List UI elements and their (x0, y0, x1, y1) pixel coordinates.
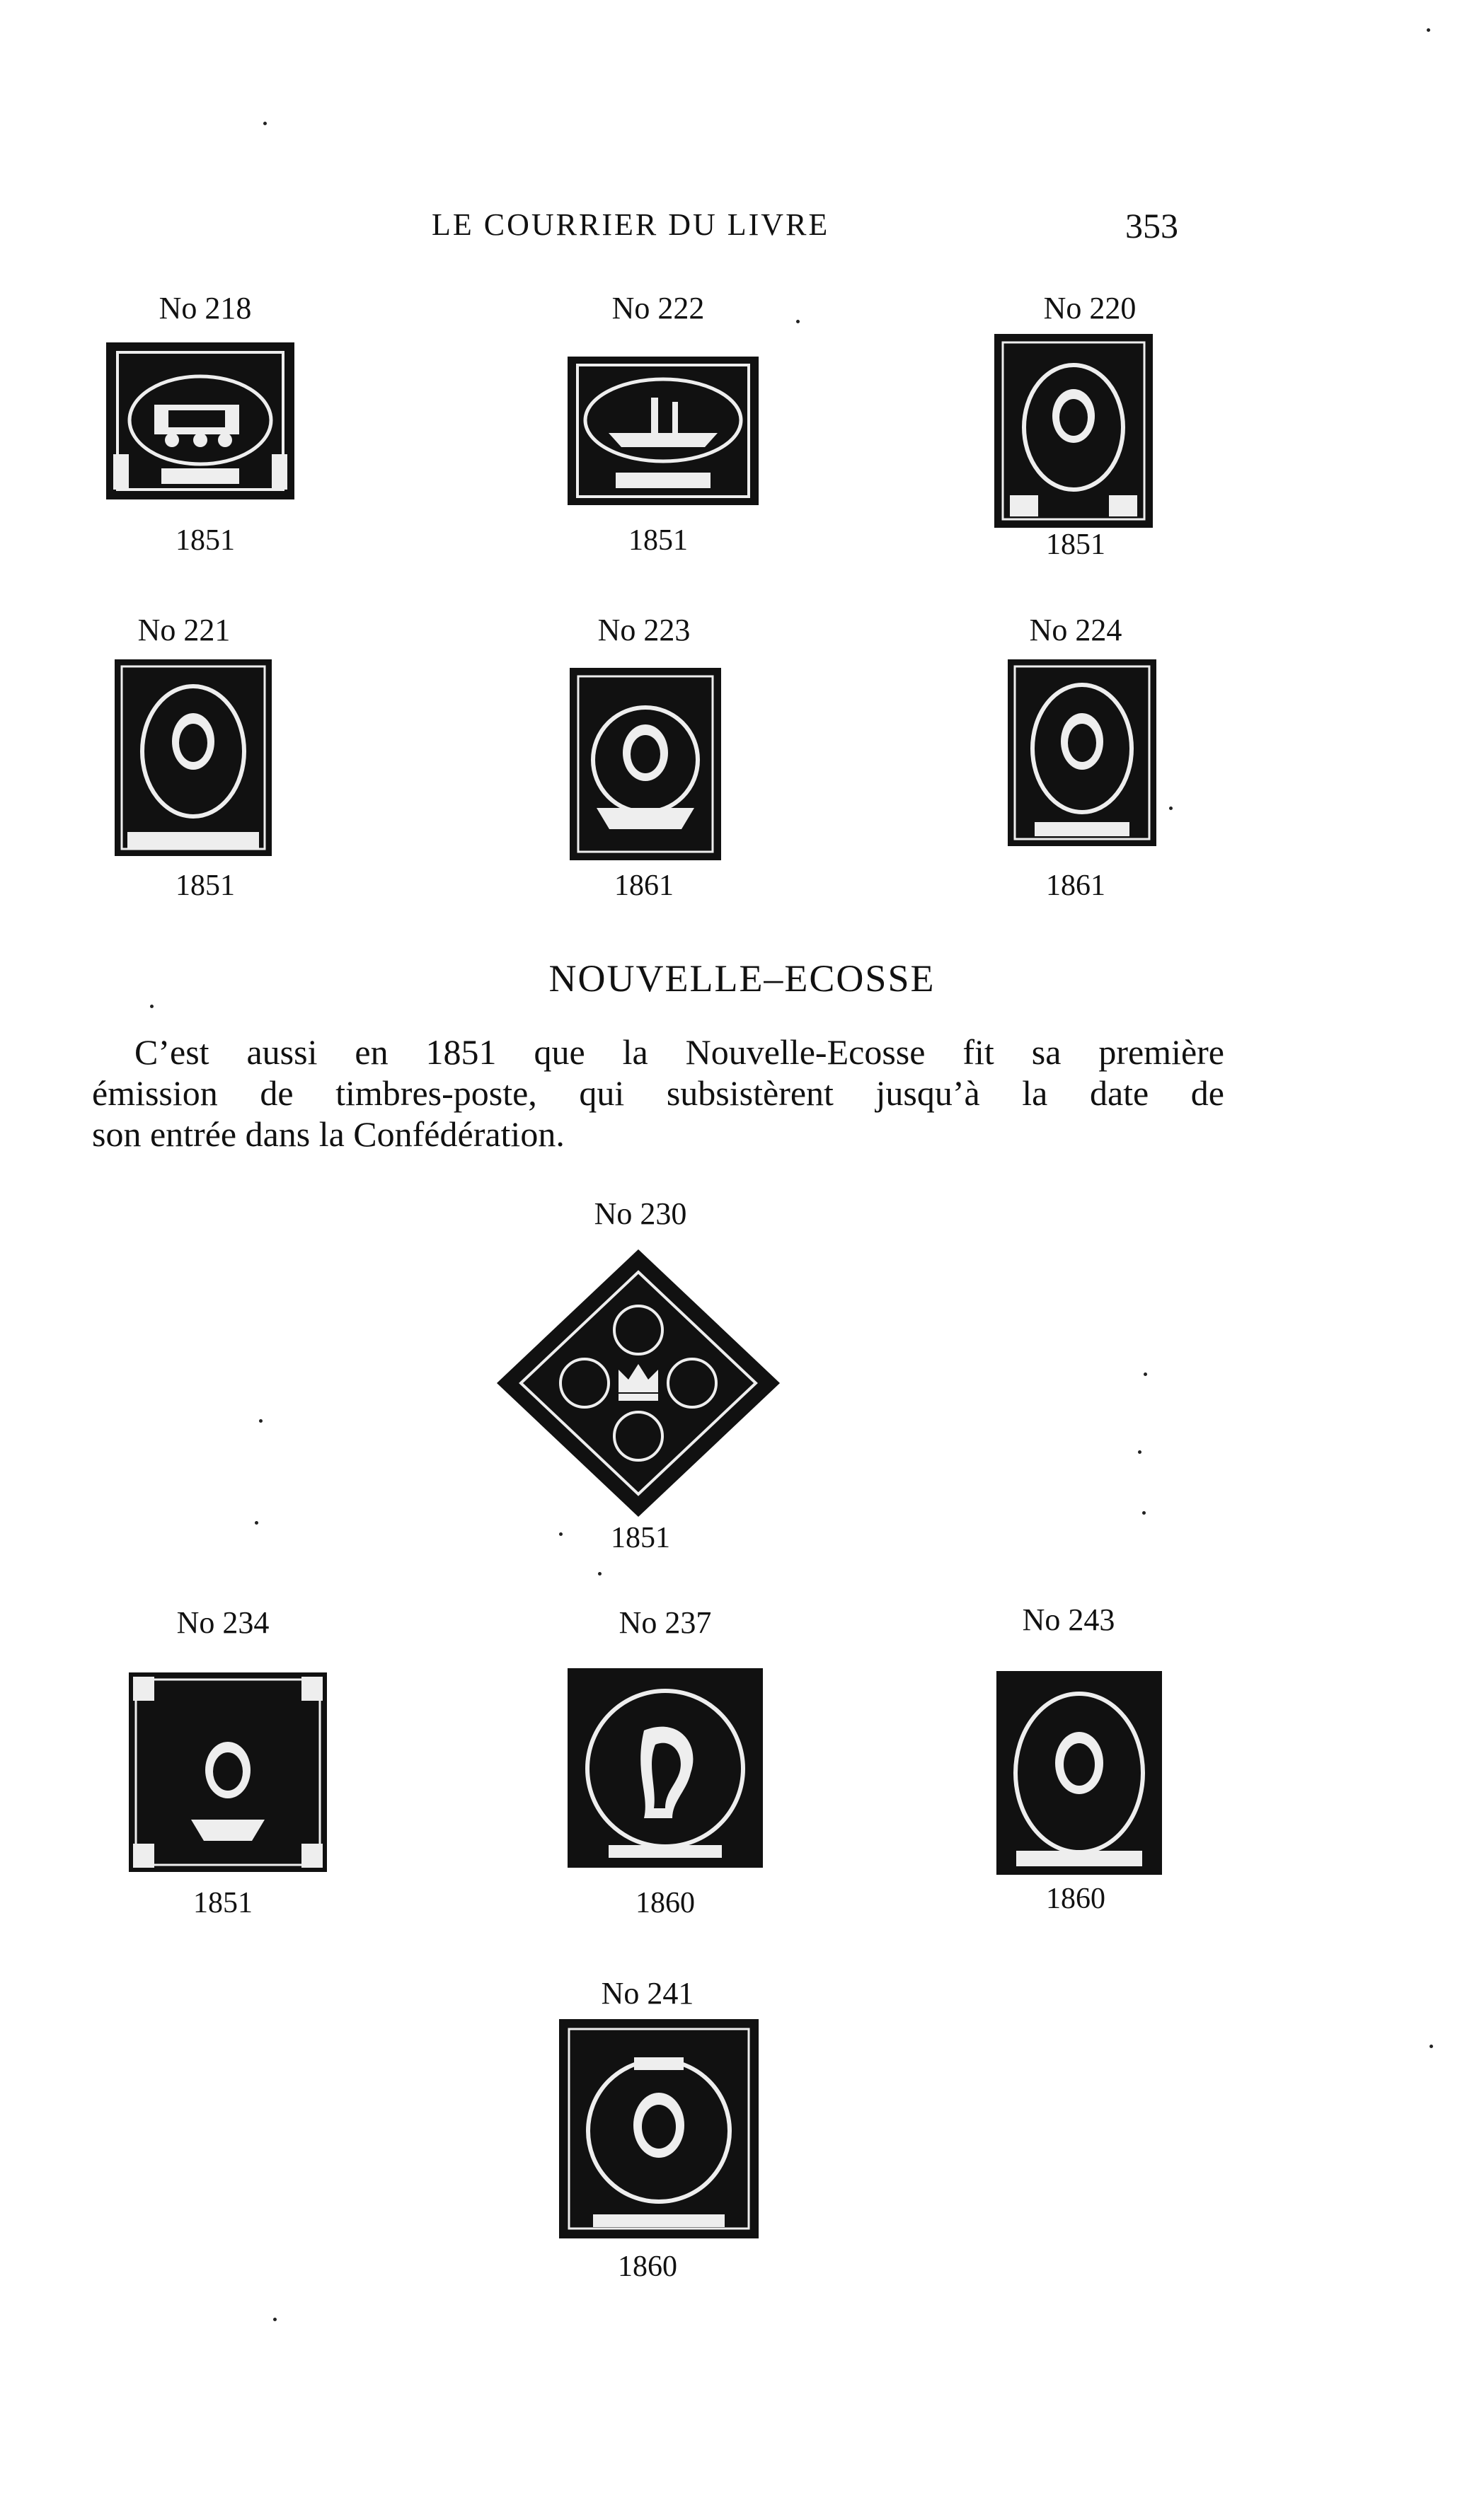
scan-speck (1427, 28, 1430, 32)
paragraph-line: C’est aussi en 1851 que la Nouvelle-Ecosse fit sa première (134, 1032, 1224, 1072)
stamp-number: No 222 (611, 291, 705, 325)
stamp-year: 1861 (1046, 869, 1105, 902)
stamp-image-portrait (113, 658, 273, 857)
stamp-image-portrait (568, 666, 723, 862)
body-paragraph (92, 1031, 1224, 1155)
stamp-year: 1860 (635, 1887, 695, 1919)
stamp-number: No 224 (1029, 613, 1122, 647)
section-title: NOUVELLE–ECOSSE (548, 957, 936, 1000)
stamp-number: No 234 (176, 1605, 270, 1640)
stamp-image-steamship (566, 355, 760, 507)
stamp-year: 1851 (193, 1887, 253, 1919)
stamp-year: 1851 (1046, 528, 1105, 561)
stamp-image-portrait (127, 1671, 328, 1873)
stamp-image-portrait (558, 2018, 760, 2240)
scan-speck (263, 122, 267, 125)
paragraph-line: émission de timbres-poste, qui subsistèrent jusqu’à la date de (92, 1073, 1224, 1113)
stamp-image-profile (566, 1667, 764, 1869)
page-number: 353 (1125, 206, 1178, 245)
scan-speck (150, 1005, 154, 1008)
running-head: LE COURRIER DU LIVRE (432, 207, 830, 242)
stamp-number: No 241 (601, 1976, 694, 2011)
stamp-number: No 220 (1043, 291, 1137, 325)
stamp-year: 1860 (1046, 1883, 1105, 1915)
scan-speck (259, 1419, 263, 1423)
scan-speck (1430, 2045, 1433, 2048)
stamp-year: 1860 (618, 2250, 677, 2283)
stamp-year: 1851 (176, 524, 235, 557)
stamp-image-portrait (993, 333, 1154, 529)
stamp-number: No 243 (1022, 1602, 1115, 1637)
scan-speck (1144, 1372, 1147, 1376)
stamp-number: No 221 (137, 613, 231, 647)
scan-speck (796, 320, 800, 323)
stamp-year: 1851 (611, 1522, 670, 1554)
stamp-image-locomotive (105, 341, 296, 501)
scan-speck (273, 2318, 277, 2321)
scan-speck (598, 1572, 602, 1576)
stamp-image-portrait (1006, 658, 1158, 848)
scan-speck (559, 1532, 563, 1536)
stamp-year: 1851 (628, 524, 688, 557)
stamp-image-portrait (995, 1670, 1163, 1876)
scan-speck (255, 1521, 258, 1525)
stamp-image-diamond-crown (494, 1247, 783, 1520)
paragraph-line: son entrée dans la Confédération. (92, 1114, 565, 1154)
stamp-number: No 237 (619, 1605, 712, 1640)
scan-speck (1142, 1511, 1146, 1515)
stamp-year: 1851 (176, 869, 235, 902)
stamp-number: No 218 (159, 291, 252, 325)
scan-speck (1169, 807, 1173, 810)
stamp-number: No 230 (594, 1196, 687, 1231)
stamp-year: 1861 (614, 869, 674, 902)
stamp-number: No 223 (597, 613, 691, 647)
scan-speck (1138, 1450, 1141, 1454)
